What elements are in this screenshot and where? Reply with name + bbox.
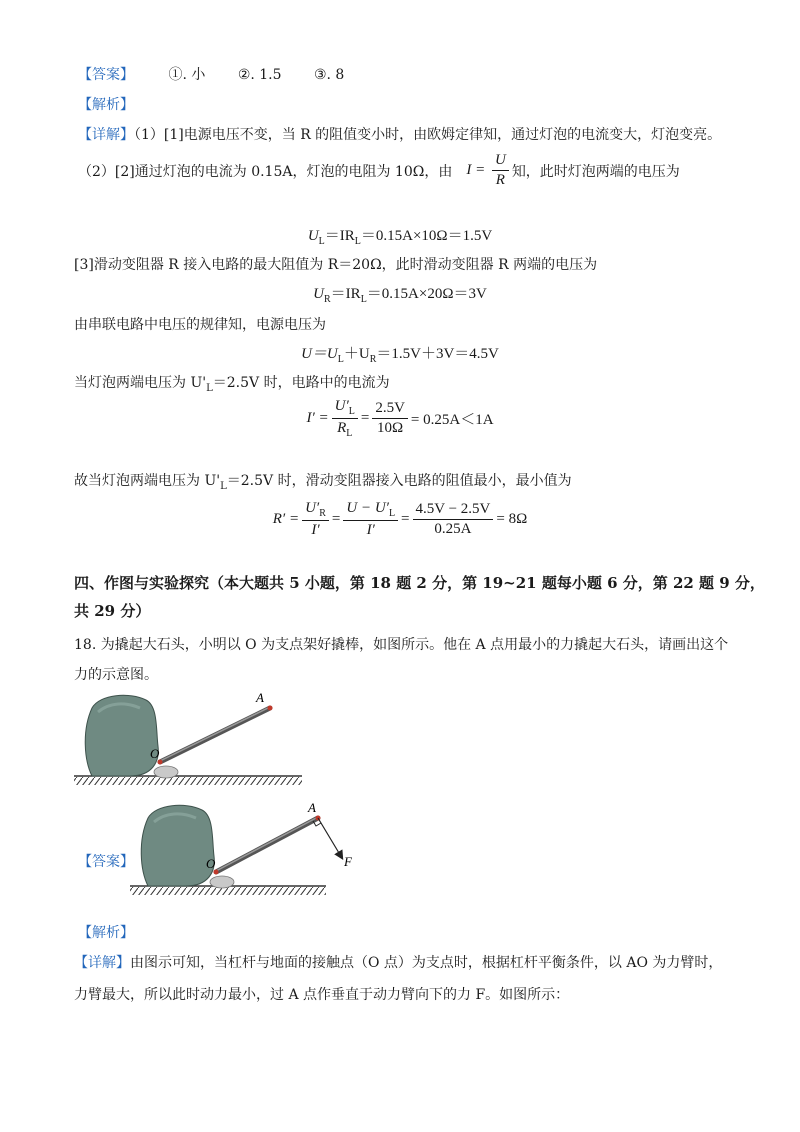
detail-tag: 【详解】 xyxy=(78,127,134,143)
detail-line-3: [3]滑动变阻器 R 接入电路的最大阻值为 R＝20Ω，此时滑动变阻器 R 两端的电压为 xyxy=(74,257,598,273)
analysis-tag-2: 【解析】 xyxy=(78,925,134,941)
label-o: O xyxy=(206,856,216,871)
detail-tag-2: 【详解】 xyxy=(74,955,130,971)
label-a: A xyxy=(256,690,264,705)
detail-text-2-post: 知，此时灯泡两端的电压为 xyxy=(511,163,680,180)
equation-ur: $U_R=IR_L=0.15A\times 20\Omega=3V$ xyxy=(313,286,487,305)
detail-text-2-pre: （2）[2]通过灯泡的电流为 0.15A，灯泡的电阻为 10Ω，由 xyxy=(78,163,453,180)
section-title-line-2: 共 29 分） xyxy=(74,602,151,620)
lever-rod xyxy=(216,818,318,872)
detail-line-1 xyxy=(78,124,721,144)
equation-u: $U=U_L+U_R=1.5V+3V=4.5V$ xyxy=(301,346,499,365)
answer-tag-2: 【答案】 xyxy=(78,854,134,870)
answer-part-1: ①. 小 xyxy=(168,67,206,83)
point-a-dot xyxy=(268,706,273,711)
small-stone xyxy=(154,766,178,778)
question-18-line-2: 力的示意图。 xyxy=(74,667,158,683)
detail-2-line-2: 力臂最大，所以此时动力最小，过 A 点作垂直于动力臂向下的力 F。如图所示： xyxy=(74,987,570,1003)
ground-hatch xyxy=(74,777,302,785)
detail-line-5: 当灯泡两端电压为 $U'_L=2.5V$ 时，电路中的电流为 xyxy=(74,375,390,394)
ohm-law: I = $\frac{U}{R}$ xyxy=(466,152,511,189)
force-arrow xyxy=(318,818,342,858)
detail-line-4: 由串联电路中电压的规律知，电源电压为 xyxy=(74,317,326,333)
detail-text-1: （1）[1]电源电压不变，当 R 的阻值变小时，由欧姆定律知，通过灯泡的电流变大，灯泡变亮。 xyxy=(134,127,722,143)
answer-tag: 【答案】 xyxy=(78,67,134,83)
lever-rod xyxy=(160,708,270,762)
detail-line-2 xyxy=(78,152,680,196)
label-a: A xyxy=(308,800,316,815)
answer-lever-figure xyxy=(126,800,366,900)
section-title-line-1: 四、作图与实验探究（本大题共 5 小题，第 18 题 2 分，第 19~21 题每小题 6 分，第 22 题 9 分， xyxy=(74,574,765,592)
rock-shape xyxy=(141,805,214,886)
small-stone xyxy=(210,876,234,888)
answer-part-3: ③. 8 xyxy=(313,67,345,83)
ground-hatch xyxy=(130,887,326,895)
equation-current: I′ = $\frac{U'_L}{R_L}$ = $\frac{2.5V}{10\Omega}$ = 0.25A＜1A xyxy=(306,398,494,439)
answer-part-2: ②. 1.5 xyxy=(237,67,282,83)
label-o: O xyxy=(150,746,160,761)
detail-line-6: 故当灯泡两端电压为 $U'_L=2.5V$ 时，滑动变阻器接入电路的阻值最小，最小值为 xyxy=(74,473,572,492)
equation-ul: $U_L=IR_L=0.15A\times 10\Omega=1.5V$ xyxy=(307,228,493,247)
question-18-line-1: 18. 为撬起大石头，小明以 O 为支点架好撬棒，如图所示。他在 A 点用最小的力撬起大石头，请画出这个 xyxy=(74,637,729,653)
detail-2-line-1: 【详解】由图示可知，当杠杆与地面的接触点（O 点）为支点时，根据杠杆平衡条件，以 AO 为力臂时， xyxy=(74,955,723,971)
lever-figure xyxy=(70,690,310,790)
rock-shape xyxy=(85,695,158,776)
analysis-tag: 【解析】 xyxy=(78,97,134,113)
label-f: F xyxy=(344,854,352,869)
answer-line-1 xyxy=(78,64,344,84)
equation-resistance: R′ = $\frac{U'_R}{I'}$ = $\frac{U - U'_L}{I'}$ = $\frac{4.5V - 2.5V}{0.25A}$ = 8Ω xyxy=(272,500,528,538)
